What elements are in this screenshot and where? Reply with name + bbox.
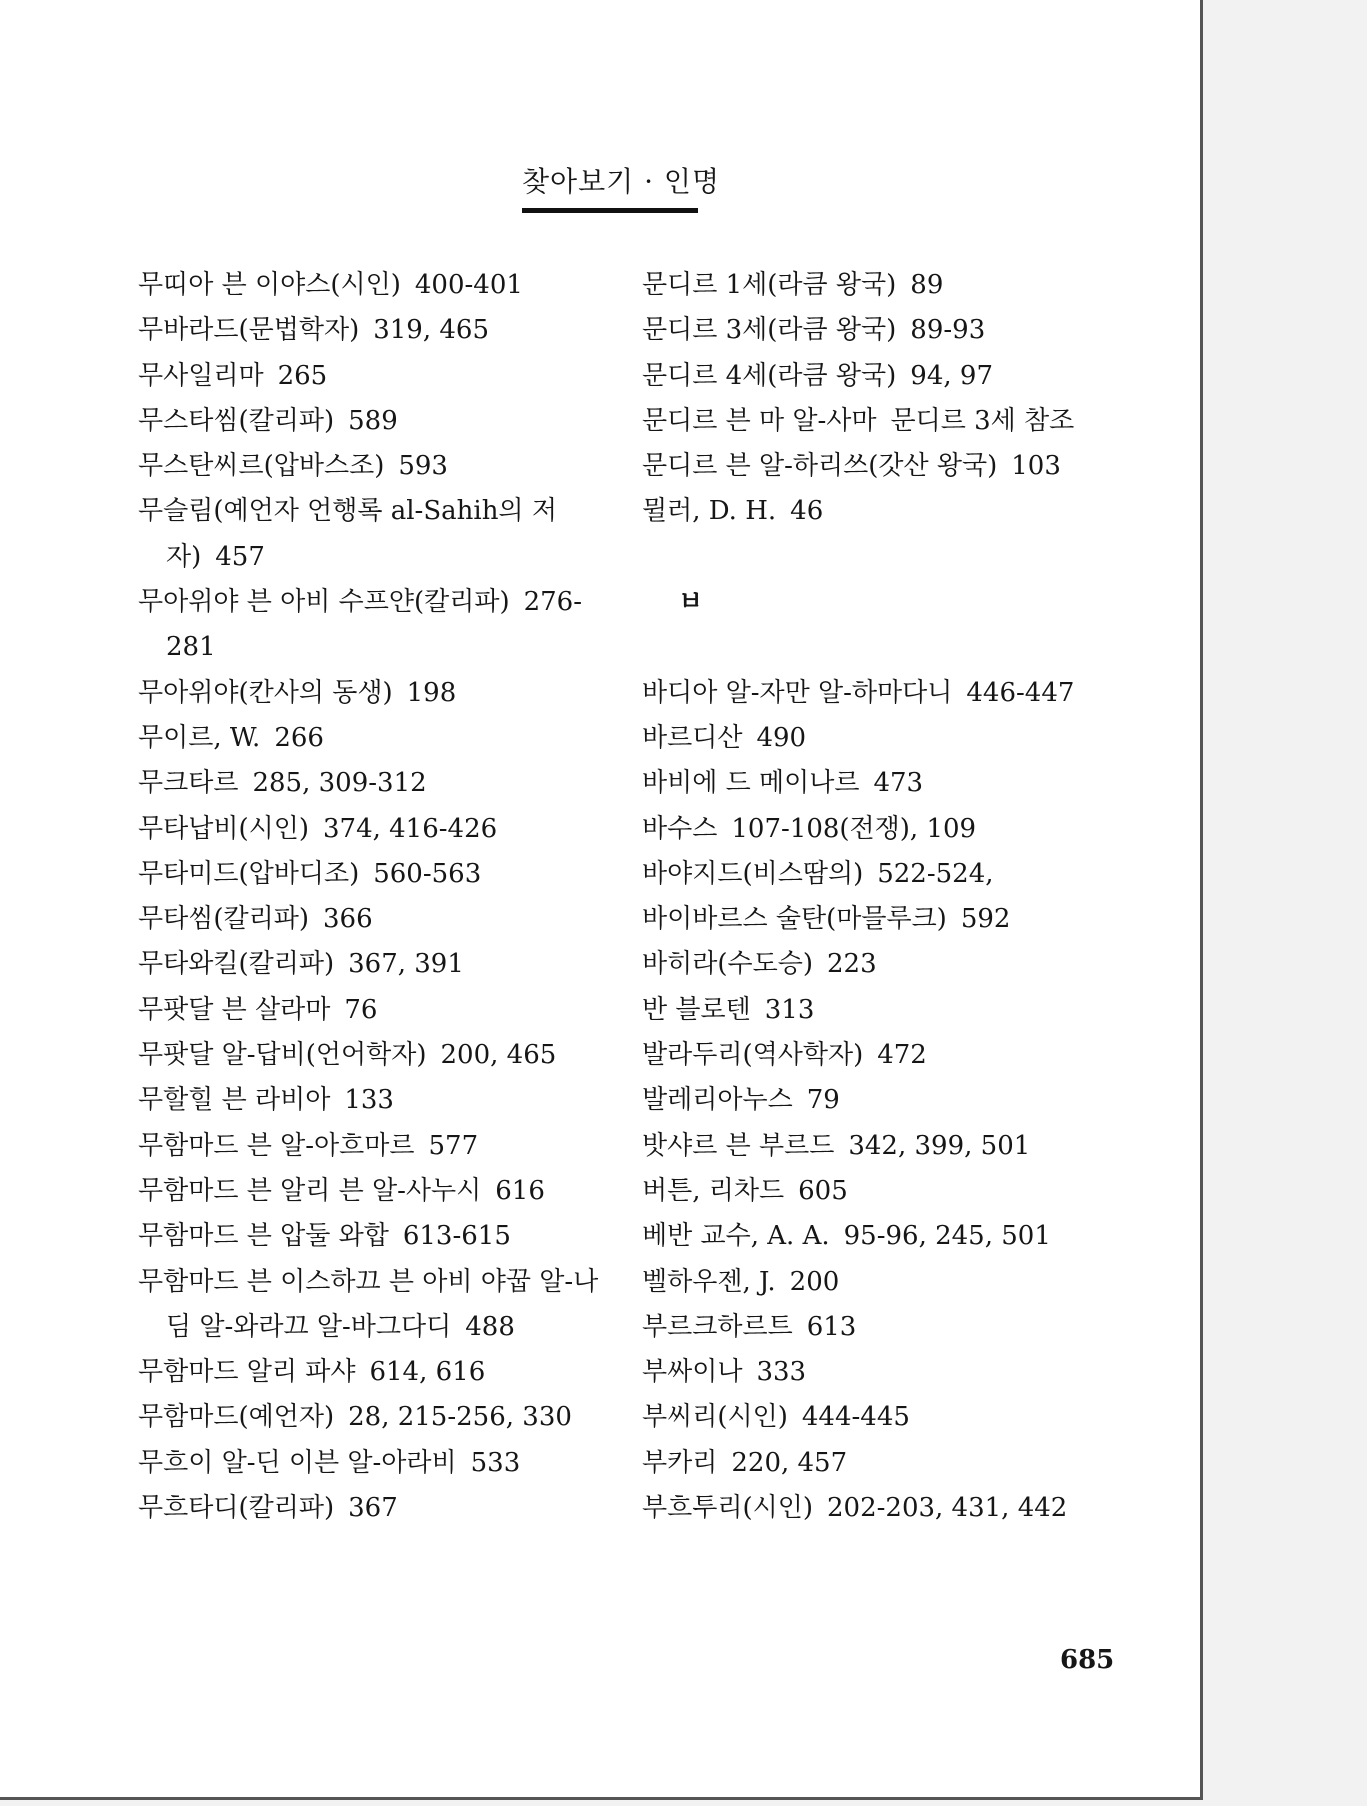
entry-name: 바르디산 [642, 722, 743, 753]
entry-pages: 374, 416-426 [322, 813, 498, 844]
entry-pages: 220, 457 [731, 1447, 848, 1478]
entry-pages: 446-447 [966, 677, 1075, 708]
entry-pages: 285, 309-312 [252, 768, 427, 799]
entry-pages: 613 [806, 1311, 857, 1342]
index-entry [138, 1124, 608, 1169]
entry-pages: 28, 215-256, 330 [348, 1402, 572, 1433]
entry-pages: 문디르 3세 참조 [890, 405, 1075, 436]
index-entry [138, 1441, 608, 1486]
index-entry [138, 1395, 608, 1440]
entry-pages: 342, 399, 501 [848, 1130, 1031, 1161]
entry-pages: 319, 465 [373, 315, 489, 346]
entry-name: 무함마드 알리 파샤 [138, 1357, 356, 1388]
entry-name: 무할힐 븐 라비아 [138, 1085, 331, 1116]
entry-name: 무아위야(칸사의 동생) [138, 677, 393, 708]
entry-name: 반 블로텐 [642, 994, 751, 1025]
entry-name: 무이르, W. [138, 722, 261, 753]
entry-pages: 107-108(전쟁), 109 [731, 813, 977, 844]
entry-name: 뮐러, D. H. [642, 496, 777, 527]
entry-pages: 198 [406, 677, 457, 708]
entry-name: 부카리 [642, 1447, 718, 1478]
entry-pages: 103 [1011, 451, 1061, 482]
entry-pages: 589 [348, 405, 398, 436]
index-entry [642, 1214, 1112, 1259]
entry-name: 버튼, 리차드 [642, 1175, 785, 1206]
entry-pages: 89 [910, 270, 944, 300]
index-entry [642, 716, 1112, 761]
index-entry [138, 489, 608, 580]
entry-name: 무바라드(문법학자) [138, 315, 360, 346]
entry-pages: 616 [495, 1175, 545, 1206]
entry-pages: 473 [873, 768, 924, 799]
entry-pages: 472 [877, 1040, 927, 1071]
index-entry [642, 1350, 1112, 1395]
entry-pages: 613-615 [402, 1221, 511, 1252]
entry-name: 베반 교수, A. A. [642, 1221, 830, 1252]
entry-name: 부르크하르트 [642, 1311, 793, 1342]
entry-name: 벨하우젠, J. [642, 1266, 776, 1297]
index-entry [642, 1078, 1112, 1123]
entry-pages: 533 [470, 1447, 521, 1478]
index-entry [138, 1214, 608, 1259]
entry-name: 밧샤르 븐 부르드 [642, 1130, 835, 1161]
index-entry [138, 942, 608, 987]
entry-name: 부싸이나 [642, 1357, 743, 1388]
section-letter: ㅂ [678, 587, 704, 618]
entry-name: 무크타르 [138, 768, 239, 799]
entry-name: 무함마드 븐 알리 븐 알-사누시 [138, 1175, 482, 1206]
index-entry [138, 354, 608, 399]
entry-name: 바비에 드 메이나르 [642, 768, 860, 799]
entry-name: 무함마드 븐 알-아흐마르 [138, 1130, 415, 1161]
index-entry [138, 671, 608, 716]
index-entry [138, 580, 608, 671]
index-entry [138, 852, 608, 897]
index-entry [138, 761, 608, 806]
page-number: 685 [1060, 1645, 1115, 1675]
entry-pages: 522-524, [877, 858, 994, 889]
index-entry [642, 852, 1112, 897]
entry-name: 문디르 븐 마 알-사마 [642, 405, 877, 436]
entry-pages: 202-203, 431, 442 [826, 1493, 1068, 1524]
entry-name: 문디르 1세(라큼 왕국) [642, 270, 897, 300]
entry-name: 무타납비(시인) [138, 813, 309, 844]
index-entry [642, 1033, 1112, 1078]
title-underline [522, 208, 698, 213]
entry-name: 무함마드 븐 압둘 와합 [138, 1221, 389, 1252]
entry-name: 무슬림(예언자 언행록 al-Sahih의 저자) [138, 496, 557, 572]
index-entry [642, 1260, 1112, 1305]
entry-name: 문디르 4세(라큼 왕국) [642, 360, 897, 391]
entry-pages: 94, 97 [910, 360, 993, 391]
entry-pages: 333 [756, 1357, 807, 1388]
entry-pages: 46 [790, 496, 824, 527]
entry-name: 무타씸(칼리파) [138, 904, 309, 935]
entry-pages: 89-93 [910, 315, 986, 346]
entry-name: 바야지드(비스땀의) [642, 858, 864, 889]
entry-pages: 266 [274, 722, 324, 753]
entry-name: 바디아 알-자만 알-하마다니 [642, 677, 953, 708]
index-entry [138, 807, 608, 852]
section-spacer [642, 625, 1112, 670]
entry-pages: 605 [798, 1175, 848, 1206]
index-entry [642, 942, 1112, 987]
entry-pages: 490 [756, 722, 807, 753]
index-entry [642, 489, 1112, 534]
index-entry [138, 399, 608, 444]
entry-pages: 488 [465, 1311, 515, 1342]
index-entry [138, 1486, 608, 1531]
entry-pages: 592 [960, 904, 1011, 935]
page-title: 찾아보기 · 인명 [522, 165, 720, 198]
entry-name: 바이바르스 술탄(마믈루크) [642, 904, 947, 935]
entry-name: 무팟달 븐 살라마 [138, 994, 331, 1025]
index-entry [642, 988, 1112, 1033]
index-entry [642, 671, 1112, 716]
entry-name: 무띠아 븐 이야스(시인) [138, 270, 401, 300]
entry-pages: 133 [344, 1085, 394, 1116]
entry-pages: 223 [826, 949, 877, 980]
entry-name: 문디르 3세(라큼 왕국) [642, 315, 897, 346]
entry-pages: 366 [322, 904, 373, 935]
entry-name: 발라두리(역사학자) [642, 1040, 864, 1071]
index-entry [642, 263, 1112, 308]
index-entry [138, 263, 608, 308]
index-entry [642, 444, 1112, 489]
index-entry [138, 1260, 608, 1351]
entry-pages: 79 [806, 1085, 840, 1116]
index-entry [642, 761, 1112, 806]
index-entry [642, 807, 1112, 852]
entry-pages: 614, 616 [369, 1357, 486, 1388]
entry-pages: 200, 465 [440, 1040, 557, 1071]
entry-name: 무사일리마 [138, 360, 264, 391]
entry-name: 무흐타디(칼리파) [138, 1493, 335, 1524]
index-entry [138, 1169, 608, 1214]
entry-name: 무스타씸(칼리파) [138, 405, 335, 436]
entry-pages: 457 [215, 541, 265, 572]
index-entry [642, 1305, 1112, 1350]
index-entry [642, 399, 1112, 444]
entry-name: 발레리아누스 [642, 1085, 793, 1116]
index-column-left [138, 263, 608, 1531]
index-entry [642, 1169, 1112, 1214]
index-entry [138, 897, 608, 942]
index-column-right [642, 263, 1112, 1531]
entry-name: 무함마드 븐 이스하끄 븐 아비 야꿉 알-나딤 알-와라끄 알-바그다디 [138, 1266, 599, 1342]
index-entry [642, 1441, 1112, 1486]
entry-name: 문디르 븐 알-하리쓰(갓산 왕국) [642, 451, 998, 482]
entry-name: 무팟달 알-답비(언어학자) [138, 1040, 427, 1071]
index-entry [642, 1486, 1112, 1531]
entry-pages: 400-401 [414, 270, 523, 300]
entry-name: 무타와킬(칼리파) [138, 949, 335, 980]
entry-pages: 265 [277, 360, 328, 391]
entry-pages: 444-445 [801, 1402, 910, 1433]
entry-name: 무스탄씨르(압바스조) [138, 451, 385, 482]
index-entry [138, 444, 608, 489]
entry-name: 무아위야 븐 아비 수프얀(칼리파) [138, 587, 510, 618]
entry-name: 부씨리(시인) [642, 1402, 788, 1433]
index-entry [642, 1395, 1112, 1440]
entry-name: 무흐이 알-딘 이븐 알-아라비 [138, 1447, 457, 1478]
entry-pages: 95-96, 245, 501 [843, 1221, 1051, 1252]
section-spacer [642, 535, 1112, 580]
entry-pages: 593 [398, 451, 448, 482]
entry-pages: 313 [764, 994, 815, 1025]
entry-name: 바히라(수도승) [642, 949, 813, 980]
index-entry [642, 308, 1112, 353]
entry-name: 무타미드(압바디조) [138, 858, 360, 889]
entry-name: 무함마드(예언자) [138, 1402, 335, 1433]
index-entry [138, 1078, 608, 1123]
index-entry [138, 1350, 608, 1395]
entry-pages: 367, 391 [348, 949, 464, 980]
entry-pages: 276-281 [166, 587, 583, 663]
entry-name: 바수스 [642, 813, 718, 844]
index-entry [642, 897, 1112, 942]
entry-pages: 560-563 [373, 858, 482, 889]
entry-pages: 200 [789, 1266, 840, 1297]
index-entry [642, 1124, 1112, 1169]
index-entry [642, 354, 1112, 399]
index-entry [138, 308, 608, 353]
entry-name: 부흐투리(시인) [642, 1493, 813, 1524]
index-entry [138, 988, 608, 1033]
entry-pages: 367 [348, 1493, 398, 1524]
entry-pages: 577 [428, 1130, 479, 1161]
entry-pages: 76 [344, 994, 378, 1025]
index-entry [138, 716, 608, 761]
index-entry [138, 1033, 608, 1078]
